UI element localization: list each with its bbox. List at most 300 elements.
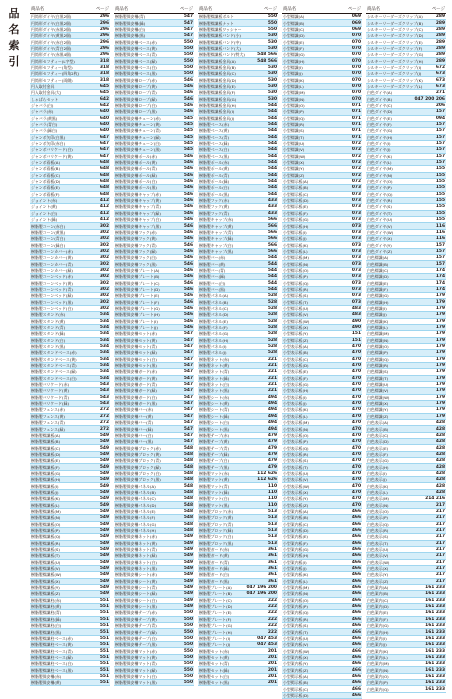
page-number: 302 — [99, 242, 109, 248]
page-number: 547 — [183, 439, 193, 445]
product-name: 樹脂製標識板(G) — [31, 470, 61, 476]
page-number: 217 — [435, 515, 445, 521]
product-name: 樹脂製コーン(緑白) — [31, 242, 66, 248]
page-number: 550 — [183, 52, 193, 58]
product-name: 樹脂製保安柵ポール(黒) — [115, 185, 157, 191]
page-number: 161 233 — [425, 635, 445, 641]
product-name: 樹脂製シート(青) — [199, 407, 230, 413]
page-number: 466 — [351, 623, 361, 629]
page-number: 412 — [99, 204, 109, 210]
page-number: 070 — [351, 39, 361, 45]
page-number: 494 — [267, 420, 277, 426]
page-number: 217 — [435, 528, 445, 534]
product-name: 白色表示(W) — [367, 559, 390, 565]
product-name: 樹脂製フック(赤) — [199, 198, 229, 204]
product-name: 樹脂製テープ(黒) — [199, 464, 230, 470]
page-number: 217 — [435, 508, 445, 514]
product-name: シルキーリーダーズクリップ(G) — [367, 52, 424, 58]
product-name: 樹脂製コーンベッド(赤) — [31, 274, 73, 280]
page-number: 640 — [99, 115, 109, 121]
page-number: 151 — [351, 337, 361, 343]
page-number: 647 — [99, 141, 109, 147]
page-number: 157 — [435, 122, 445, 128]
page-number: 161 233 — [425, 597, 445, 603]
product-name: 樹脂製ガード(黄) — [199, 553, 230, 559]
product-name: 小型案内板(A) — [283, 508, 309, 514]
page-number: 179 — [435, 337, 445, 343]
page-number: 161 233 — [425, 661, 445, 667]
page-number: 073 — [351, 299, 361, 305]
page-number: 466 — [351, 508, 361, 514]
page-number: 470 — [351, 413, 361, 419]
product-name: 樹脂製シート(赤) — [199, 394, 230, 400]
page-number: 221 — [267, 375, 277, 381]
product-name: 樹脂製保安柵チェーン(緑) — [115, 134, 161, 140]
product-name: 樹脂製保安柵ガード(黄) — [115, 375, 157, 381]
page-number: 547 — [183, 388, 193, 394]
page-number: 302 — [99, 223, 109, 229]
product-name: 樹脂製テープ(緑) — [199, 451, 230, 457]
page-number: 548 — [183, 508, 193, 514]
page-number: 155 — [435, 217, 445, 223]
page-number: 640 — [99, 109, 109, 115]
page-number: 566 — [267, 236, 277, 242]
product-name: 樹脂製保安柵パネル(G) — [115, 521, 157, 527]
product-name: 小型標示板(L) — [283, 248, 308, 254]
product-name: 小型表示板(C) — [283, 356, 309, 362]
page-number: 479 — [267, 432, 277, 438]
product-name: 樹脂製マット(赤) — [199, 470, 230, 476]
page-number: 302 — [99, 255, 109, 261]
page-number: 179 — [435, 305, 445, 311]
index-row — [114, 680, 194, 686]
page-number: 544 — [267, 109, 277, 115]
page-number: 412 — [99, 217, 109, 223]
product-name: 樹脂製保安柵シート(緑) — [115, 591, 157, 597]
product-name: 白色表示(Z) — [367, 578, 389, 584]
product-name: 樹脂製標識板(K) — [31, 496, 60, 502]
page-number: 161 233 — [425, 629, 445, 635]
page-number: 470 — [351, 350, 361, 356]
header-name-label: 商品名 — [199, 7, 213, 12]
product-name: 白色ダイヤ(C) — [367, 102, 393, 108]
product-name: 樹脂製バリケード(青) — [31, 394, 69, 400]
product-name: 樹脂製保安柵キャップ(黄) — [115, 198, 161, 204]
product-name: 白色案内(E) — [367, 610, 389, 616]
page-number: 494 — [267, 394, 277, 400]
product-name: 樹脂製標識板(C) — [31, 445, 61, 451]
product-name: ジャンボ看板(C) — [31, 172, 61, 178]
product-name: 白色標識(Q) — [367, 356, 389, 362]
product-name: 白色案内(O) — [367, 673, 389, 679]
product-name: 小型案内板(S) — [283, 623, 308, 629]
page-number: 566 — [267, 217, 277, 223]
product-name: シルキーリーダーズクリップ(J) — [367, 71, 422, 77]
product-name: 樹脂製保安柵ガード(赤) — [115, 369, 157, 375]
index-column — [30, 6, 110, 686]
page-number: 161 233 — [425, 686, 445, 692]
product-name: 樹脂製保安柵ベース(赤) — [115, 39, 157, 45]
product-name: ジャンボ看板(B) — [31, 166, 60, 172]
page-number: 547 — [183, 420, 193, 426]
page-number: 546 — [183, 210, 193, 216]
product-name: 樹脂製ブロック(青) — [199, 521, 234, 527]
index-column — [198, 6, 278, 686]
product-name: 小型表示板(Z) — [283, 502, 309, 508]
page-number: 466 — [351, 661, 361, 667]
product-name: 小型表示板(E) — [283, 369, 308, 375]
product-name: シルキーリーダーズクリップ(I) — [367, 64, 422, 70]
page-number: 544 — [267, 128, 277, 134]
product-name: 白色表示(L) — [367, 489, 388, 495]
product-name: 円筒形セフティー(L字型) — [31, 58, 75, 64]
product-name: 白色ダイヤ(Y) — [367, 242, 392, 248]
page-number: 221 — [267, 369, 277, 375]
page-number: 157 — [435, 141, 445, 147]
product-name: 樹脂製シート(黒) — [199, 426, 230, 432]
page-number: 201 — [267, 654, 277, 660]
product-name: 樹脂製標識板ワッシャー — [199, 26, 242, 32]
page-number: 550 — [267, 20, 277, 26]
page-number: 217 — [435, 566, 445, 572]
product-name: 樹脂製標識板バンド(大) — [199, 45, 241, 51]
page-number: 548 — [183, 477, 193, 483]
page-number: 551 — [99, 610, 109, 616]
product-name: 樹脂製保安柵ベース(緑) — [115, 58, 157, 64]
page-number: 547 — [183, 394, 193, 400]
product-name: 樹脂製保安柵(緑) — [115, 20, 146, 26]
product-name: 白色ダイヤ(X) — [367, 236, 393, 242]
page-number: 179 — [435, 318, 445, 324]
product-name: 樹脂製標識板(W) — [31, 572, 62, 578]
product-name: 小型標識(L) — [283, 83, 304, 89]
page-number: 174 — [435, 274, 445, 280]
page-number: 550 — [183, 45, 193, 51]
product-name: 白色ダイヤ(T) — [367, 210, 392, 216]
header-name-label: 商品名 — [367, 7, 381, 12]
page-number: 672 — [435, 64, 445, 70]
page-number: 545 — [183, 115, 193, 121]
page-number: 534 — [99, 369, 109, 375]
page-number: 547 — [183, 407, 193, 413]
page-number: 547 — [183, 33, 193, 39]
product-name: 樹脂製保安柵キャップ(緑) — [115, 210, 161, 216]
product-name: 樹脂製保安柵ポール(赤) — [115, 153, 157, 159]
product-name: 小型標識(K) — [283, 77, 305, 83]
product-name: 円入取付金具 — [31, 83, 55, 89]
page-number: 155 — [435, 191, 445, 197]
product-name: 樹脂製保安柵ブロック(白) — [115, 470, 161, 476]
page-number: 544 — [267, 191, 277, 197]
page-number: 549 — [99, 451, 109, 457]
product-name: 樹脂製保安柵ガード(緑) — [115, 388, 157, 394]
page-number: 073 — [351, 248, 361, 254]
page-number: 157 — [435, 261, 445, 267]
product-name: 樹脂製保安柵プレート(J) — [115, 325, 158, 331]
product-name: ジョイント(赤) — [31, 198, 58, 204]
product-name: 樹脂製保安柵フック(青) — [115, 242, 157, 248]
page-number: 549 — [99, 502, 109, 508]
page-number: 546 — [183, 267, 193, 273]
product-name: 白色表示(J) — [367, 477, 387, 483]
page-number: 566 — [267, 242, 277, 248]
page-number: 546 — [183, 286, 193, 292]
product-name: 樹脂製保安柵ロープ(青) — [115, 90, 157, 96]
product-name: 樹脂製保安柵パネル(E) — [115, 508, 156, 514]
product-name: 樹脂製保安柵テープ(黒) — [115, 642, 157, 648]
product-name: 樹脂製保安柵ネット(青) — [115, 547, 157, 553]
product-name: 樹脂製標識板(R) — [31, 540, 61, 546]
page-number: 179 — [435, 363, 445, 369]
header-page-label: ページ — [431, 7, 445, 12]
product-name: 白色ダイヤ(A) — [367, 90, 393, 96]
product-name: 樹脂製保安柵シート(赤) — [115, 572, 157, 578]
page-number: 566 — [267, 229, 277, 235]
page-number: 544 — [267, 185, 277, 191]
page-number: 073 — [351, 223, 361, 229]
product-name: 小型表示板(V) — [283, 477, 309, 483]
page-number: 073 — [351, 280, 361, 286]
product-name: 樹脂製ポール(緑) — [199, 179, 230, 185]
product-name: 白色表示(P) — [367, 515, 388, 521]
page-number: 222 — [267, 597, 277, 603]
product-name: シルキーリーダーズクリップ(E) — [367, 39, 423, 45]
page-number: 648 — [99, 160, 109, 166]
product-name: 樹脂製ブロック(黒) — [199, 540, 234, 546]
product-name: 樹脂製標識板(O) — [31, 521, 61, 527]
product-name: 樹脂製バー(黄) — [199, 261, 226, 267]
page-number: 289 — [435, 26, 445, 32]
page-number: 466 — [351, 673, 361, 679]
index-row — [366, 686, 446, 692]
page-number: 428 — [435, 426, 445, 432]
column-header — [30, 6, 110, 14]
product-name: 白色標識(H) — [367, 299, 389, 305]
page-number: 466 — [351, 597, 361, 603]
page-number: 428 — [435, 432, 445, 438]
page-number: 470 — [351, 382, 361, 388]
product-name: 円筒形ダイヤ(赤黒2個) — [31, 26, 72, 32]
page-number: 179 — [435, 299, 445, 305]
product-name: 樹脂製保安柵チェーン(赤) — [115, 115, 161, 121]
product-name: 樹脂製標識板(H) — [31, 477, 61, 483]
product-name: 白色表示(R) — [367, 528, 389, 534]
page-number: 550 — [183, 58, 193, 64]
product-name: 樹脂製コーンベッド(黄) — [31, 280, 73, 286]
page-number: 073 — [351, 229, 361, 235]
product-name: 白色標識(P) — [367, 350, 388, 356]
product-name: ジャンボ矢印(白黒) — [31, 134, 66, 140]
page-number: 174 — [435, 267, 445, 273]
product-name: 樹脂製標識板(A) — [31, 432, 61, 438]
product-name: 樹脂製コーンベッド(緑) — [31, 293, 73, 299]
page-number: 549 — [99, 553, 109, 559]
product-name: 白色表示(E) — [367, 445, 389, 451]
page-number: 470 — [351, 477, 361, 483]
product-name: 樹脂製標識板金具(B) — [199, 64, 236, 70]
page-number: 222 — [267, 616, 277, 622]
page-number: 221 — [267, 382, 277, 388]
product-name: 白色表示(B) — [367, 426, 389, 432]
page-number: 072 — [351, 147, 361, 153]
product-name: 樹脂製保安柵セット(白) — [115, 356, 157, 362]
page-number: 513 — [267, 515, 277, 521]
page-number: 361 — [267, 553, 277, 559]
product-name: 小型案内板(T) — [283, 629, 308, 635]
product-name: 白色表示(U) — [367, 547, 389, 553]
product-name: 樹脂製保安柵パネル(D) — [115, 502, 157, 508]
page-number: 470 — [351, 489, 361, 495]
product-name: 円筒形ダイヤ(赤黒4個) — [31, 52, 72, 58]
product-name: 樹脂製保安柵ポール(緑) — [115, 172, 157, 178]
page-number: 550 — [183, 629, 193, 635]
product-name: 樹脂製標識板(L) — [31, 502, 60, 508]
product-name: 樹脂製標識板金具(I) — [199, 109, 235, 115]
page-number: 546 — [183, 198, 193, 204]
product-name: 白色標識(T) — [367, 375, 388, 381]
product-name: 小型標示板(K) — [283, 242, 309, 248]
page-number: 494 — [267, 407, 277, 413]
product-name: 小型標識(H) — [283, 58, 305, 64]
page-number: 072 — [351, 153, 361, 159]
product-name: 白色ダイヤ(F) — [367, 122, 392, 128]
product-name: 小型標識(Y) — [283, 166, 304, 172]
page-number: 548 — [183, 458, 193, 464]
product-name: 樹脂製保安柵チェーン(黒) — [115, 147, 161, 153]
product-name: 小型案内板(E) — [283, 534, 308, 540]
page-number: 546 — [183, 90, 193, 96]
product-name: シルキーリーダーズクリップ(C) — [367, 26, 423, 32]
page-number: 318 — [99, 58, 109, 64]
product-name: 白色ダイヤ(O) — [367, 179, 393, 185]
product-name: 白色ダイヤ(N) — [367, 172, 393, 178]
page-number: 551 — [99, 635, 109, 641]
product-name: 樹脂製テープ(黄) — [199, 439, 230, 445]
product-name: ジャンボ看板(A) — [31, 160, 60, 166]
product-name: 樹脂製マット(黒) — [199, 502, 230, 508]
product-name: 樹脂製保安柵ネット(黄) — [115, 540, 157, 546]
page-number: 161 233 — [425, 667, 445, 673]
product-name: 樹脂製プレート(D) — [199, 604, 233, 610]
product-name: 樹脂製パネル(I) — [199, 344, 227, 350]
page-number: 547 — [183, 382, 193, 388]
page-number: 470 — [351, 394, 361, 400]
page-number: 302 — [99, 299, 109, 305]
product-name: 小型表示板(R) — [283, 451, 309, 457]
product-name: 樹脂製保安柵フック(白) — [115, 255, 157, 261]
page-number: 545 — [183, 128, 193, 134]
page-number: 110 — [267, 496, 277, 502]
page-number: 470 — [351, 426, 361, 432]
page-number: 547 — [183, 432, 193, 438]
page-number: 647 — [99, 153, 109, 159]
page-number: 071 — [351, 122, 361, 128]
page-number: 428 — [435, 445, 445, 451]
page-number: 642 — [99, 102, 109, 108]
product-name: 樹脂製保安柵ロープ(黒) — [115, 109, 157, 115]
index-title-char: 引 — [8, 55, 20, 68]
page-number: 545 — [183, 147, 193, 153]
product-name: 樹脂製標識板(N) — [31, 515, 61, 521]
page-number: 302 — [99, 305, 109, 311]
page-number: 544 — [267, 134, 277, 140]
page-number: 549 — [183, 553, 193, 559]
page-number: 302 — [99, 280, 109, 286]
page-number: 289 — [435, 52, 445, 58]
page-number: 466 — [351, 642, 361, 648]
page-number: 551 — [99, 616, 109, 622]
page-number: 550 — [183, 39, 193, 45]
page-number: 513 — [267, 540, 277, 546]
page-number: 548 — [183, 515, 193, 521]
product-name: 樹脂製セット(緑) — [199, 667, 230, 673]
page-number: 073 — [351, 261, 361, 267]
product-name: 樹脂製スタンド(青) — [31, 325, 66, 331]
page-number: 272 — [99, 420, 109, 426]
product-name: 樹脂製保安柵バー(赤) — [115, 407, 154, 413]
page-number: 534 — [99, 356, 109, 362]
product-name: 円筒形ダイヤ(白黒2個) — [31, 14, 72, 20]
product-name: 小型標示板(M) — [283, 255, 309, 261]
page-number: 470 — [351, 363, 361, 369]
page-number: 549 — [183, 566, 193, 572]
page-number: 534 — [99, 312, 109, 318]
product-name: 小型掲示板(D) — [283, 692, 309, 698]
product-name: 樹脂製保安柵テープ(黄) — [115, 616, 157, 622]
page-number: 470 — [351, 458, 361, 464]
product-name: 樹脂製標識柱ベース(黒) — [31, 667, 73, 673]
product-name: 樹脂製標識板(M) — [31, 508, 61, 514]
page-number: 543 — [99, 388, 109, 394]
product-name: 樹脂製保安柵ポール(黄) — [115, 160, 157, 166]
product-name: ジャバラ(青白) — [31, 122, 58, 128]
product-name: 樹脂製保安柵ネット(赤) — [115, 534, 157, 540]
page-number: 550 — [183, 623, 193, 629]
product-name: 樹脂製保安柵パネル(B) — [115, 489, 156, 495]
page-number: 217 — [435, 578, 445, 584]
product-name: 白色ダイヤ(V) — [367, 223, 393, 229]
page-number: 513 — [267, 528, 277, 534]
product-name: 樹脂製コーン(青白) — [31, 236, 66, 242]
product-name: 樹脂製保安柵フック(黒) — [115, 261, 157, 267]
page-number: 547 — [183, 344, 193, 350]
page-number: 302 — [99, 236, 109, 242]
product-name: 樹脂製保安柵ガード(白) — [115, 394, 157, 400]
product-name: 樹脂製シート(黄) — [199, 401, 230, 407]
product-name: 小型案内板(J) — [283, 566, 307, 572]
product-name: 白色表示(S) — [367, 534, 389, 540]
page-number: 157 — [435, 128, 445, 134]
product-name: 小型表示板(B) — [283, 350, 309, 356]
product-name: 白色表示(Q) — [367, 521, 389, 527]
product-name: 樹脂製バリケード(赤) — [31, 382, 69, 388]
page-number: 544 — [267, 261, 277, 267]
page-number: 549 — [183, 547, 193, 553]
product-name: 樹脂製バー(白) — [199, 280, 226, 286]
product-name: 小型標示板(C) — [283, 191, 309, 197]
page-number: 528 — [267, 312, 277, 318]
page-number: 546 — [183, 83, 193, 89]
page-number: 547 — [183, 350, 193, 356]
product-name: 白色ダイヤ(B) — [367, 96, 393, 102]
product-name: 白色ダイヤ(Z) — [367, 248, 393, 254]
page-number: 551 — [99, 667, 109, 673]
product-name: 樹脂製保安柵ネット(緑) — [115, 553, 157, 559]
product-name: 小型掲示板(C) — [283, 686, 309, 692]
product-name: 樹脂製パネル(B) — [199, 299, 229, 305]
page-number: 549 — [183, 540, 193, 546]
page-number: 179 — [435, 312, 445, 318]
